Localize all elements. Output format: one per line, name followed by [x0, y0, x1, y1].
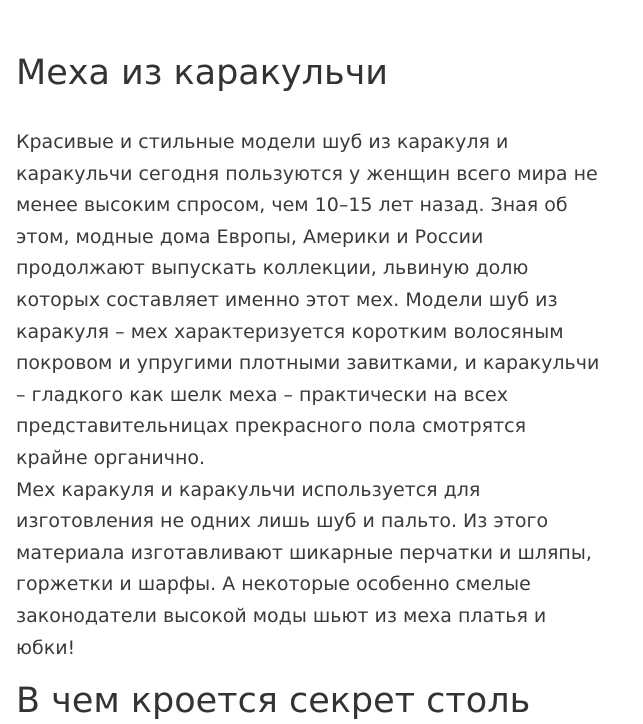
section-heading: В чем кроется секрет столь	[16, 681, 531, 721]
body-line: покровом и упругими плотными завитками, и каракульчи	[16, 352, 600, 375]
body-line: законодатели высокой моды шьют из меха платья и	[16, 604, 547, 627]
body-line: представительницах прекрасного пола смотрятся	[16, 415, 527, 438]
body-line: крайне органично.	[16, 446, 206, 469]
body-line: каракуля – мех характеризуется коротким волосяным	[16, 320, 564, 343]
body-line: горжетки и шарфы. А некоторые особенно смелые	[16, 573, 531, 596]
body-line: Красивые и стильные модели шуб из каракуля и	[16, 131, 509, 153]
body-line: материала изготавливают шикарные перчатки и шляпы,	[16, 541, 592, 564]
article-body	[16, 127, 599, 664]
body-line: каракульчи сегодня пользуются у женщин всего мира не	[16, 162, 598, 185]
body-line: изготовления не одних лишь шуб и пальто. Из этого	[16, 510, 549, 533]
body-line: – гладкого как шелк меха – практически на всех	[16, 383, 508, 406]
body-line: продолжают выпускать коллекции, львиную долю	[16, 257, 529, 280]
body-line: которых составляет именно этот мех. Модели шуб из	[16, 288, 558, 311]
page-title: Меха из каракульчи	[16, 53, 389, 93]
body-line: юбки!	[16, 636, 76, 659]
body-line: Мех каракуля и каракульчи используется для	[16, 478, 481, 501]
body-line: менее высоким спросом, чем 10–15 лет назад. Зная об	[16, 194, 568, 217]
body-line: этом, модные дома Европы, Америки и России	[16, 225, 484, 248]
